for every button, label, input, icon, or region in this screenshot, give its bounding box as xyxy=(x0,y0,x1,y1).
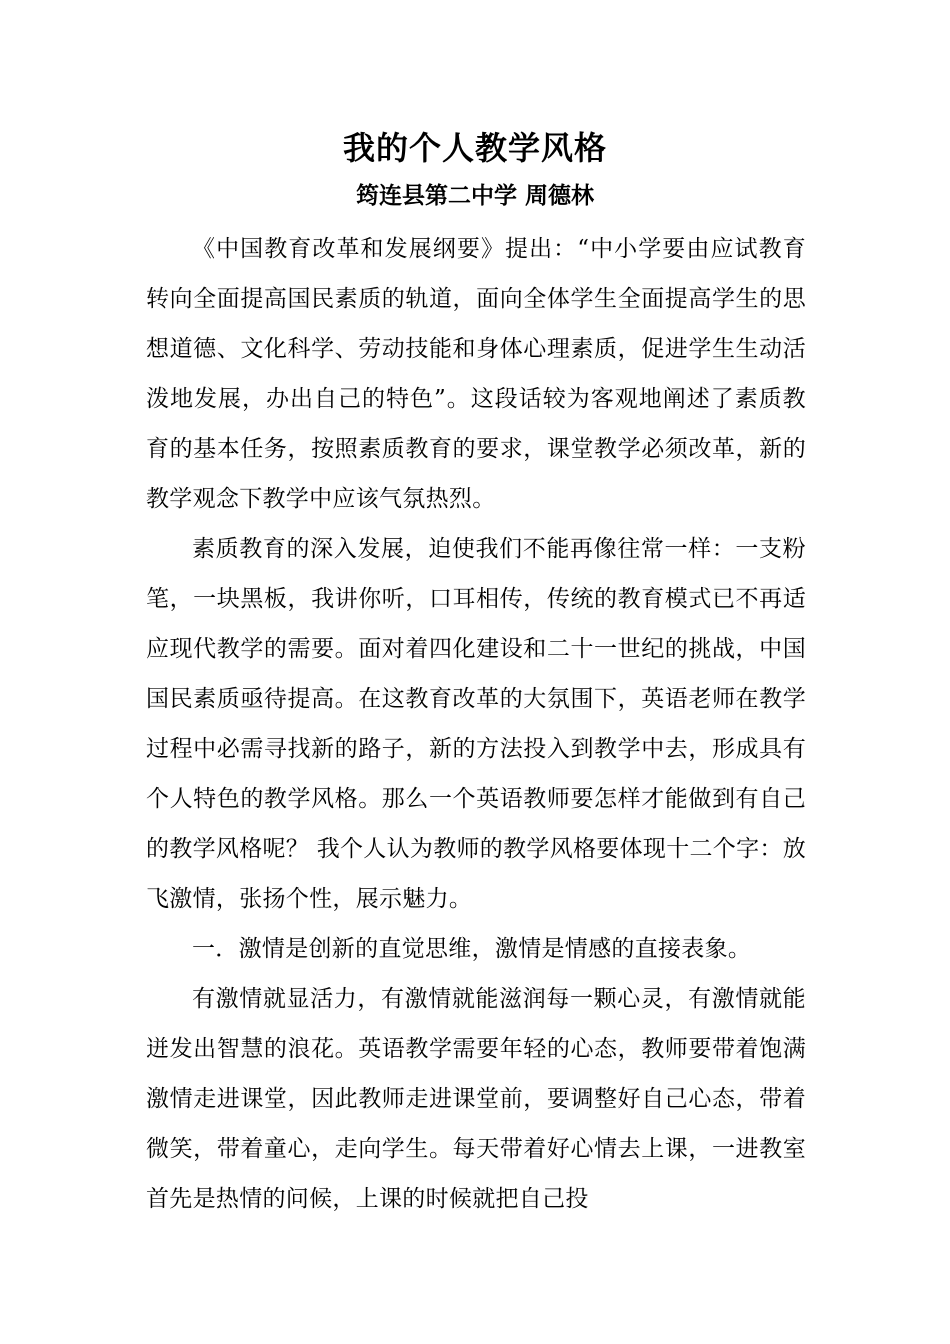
section-heading-1: 一．激情是创新的直觉思维，激情是情感的直接表象。 xyxy=(192,936,752,962)
paragraph-3: 有激情就显活力，有激情就能滋润每一颗心灵，有激情就能迸发出智慧的浪花。英语教学需要年轻的心态，教师要带着饱满激情走进课堂，因此教师走进课堂前，要调整好自己心态，带着微笑，带着童心，走向学生。每天带着好心情去上课，一进教室首先是热情的问候，上课的时候就把自己投 xyxy=(146,986,806,1212)
document-title: 我的个人教学风格 xyxy=(342,129,607,167)
paragraph-2: 素质教育的深入发展，迫使我们不能再像往常一样：一支粉笔，一块黑板，我讲你听，口耳相传，传统的教育模式已不再适应现代教学的需要。面对着四化建设和二十一世纪的挑战，中国国民素质亟待提高。在这教育改革的大氛围下，英语老师在教学过程中必需寻找新的路子，新的方法投入到教学中去，形成具有个人特色的教学风格。那么一个英语教师要怎样才能做到有自己的教学风格呢？ 我个人认为教师的教学风格要体现十二个字：放飞激情，张扬个性，展示魅力。 xyxy=(146,536,807,912)
paragraph-1: 《中国教育改革和发展纲要》提出：“中小学要由应试教育转向全面提高国民素质的轨道，面向全体学生全面提高学生的思想道德、文化科学、劳动技能和身体心理素质，促进学生生动活泼地发展，办出自己的特色”。这段话较为客观地阐述了素质教育的基本任务，按照素质教育的要求，课堂教学必须改革，新的教学观念下教学中应该气氛热烈。 xyxy=(146,236,806,512)
document-body xyxy=(146,224,806,1224)
author-line: 筠连县第二中学 周德林 xyxy=(355,182,594,209)
